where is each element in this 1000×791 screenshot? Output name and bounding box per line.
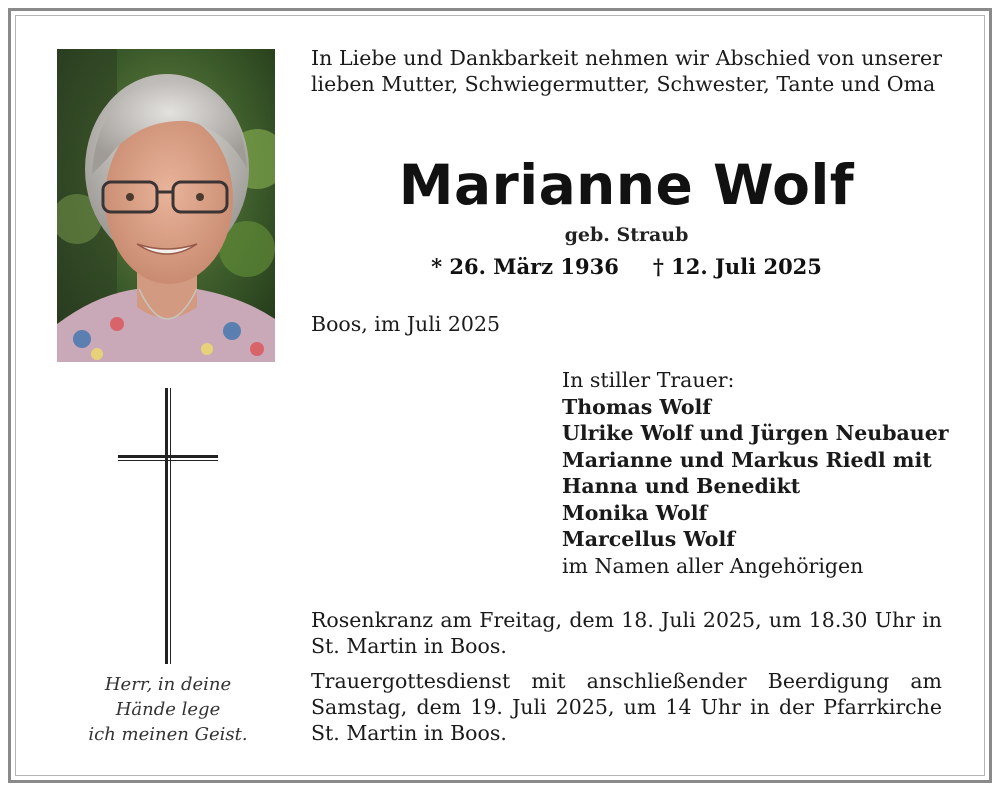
verse-line: ich meinen Geist. [88, 724, 248, 745]
mourners-footer: im Namen aller Angehörigen [562, 553, 864, 578]
death-date: † 12. Juli 2025 [652, 254, 822, 279]
birth-date: * 26. März 1936 [431, 254, 619, 279]
place-date: Boos, im Juli 2025 [311, 312, 501, 336]
mourners-list [562, 367, 952, 579]
mourners-heading: In stiller Trauer: [562, 368, 735, 392]
mourner-name: Marianne und Markus Riedl mit [562, 447, 932, 472]
life-dates [311, 253, 942, 281]
mourner-name: Hanna und Benedikt [562, 474, 801, 498]
mourner-name: Monika Wolf [562, 500, 708, 525]
rosary-info: Rosenkranz am Freitag, dem 18. Juli 2025, um 18.30 Uhr in St. Martin in Boos. [311, 608, 942, 658]
funeral-service-info: Trauergottesdienst mit anschließender Beerdigung am Samstag, dem 19. Juli 2025, um 14 Uhr in der Pfarrkirche St. Martin in Boos. [311, 669, 942, 745]
cross-icon [118, 388, 218, 664]
deceased-name: Marianne Wolf [398, 153, 855, 217]
bible-verse [60, 672, 276, 747]
verse-line: Herr, in deine [104, 674, 232, 695]
intro-text: In Liebe und Dankbarkeit nehmen wir Abschied von unserer lieben Mutter, Schwiegermutter, Schwester, Tante und Oma [311, 46, 942, 96]
verse-line: Hände lege [115, 699, 221, 720]
mourner-name: Marcellus Wolf [562, 527, 736, 551]
portrait-photo [57, 49, 275, 362]
maiden-name: geb. Straub [564, 224, 689, 246]
mourner-name: Thomas Wolf [562, 394, 712, 419]
mourner-name: Ulrike Wolf und Jürgen Neubauer [562, 421, 949, 445]
